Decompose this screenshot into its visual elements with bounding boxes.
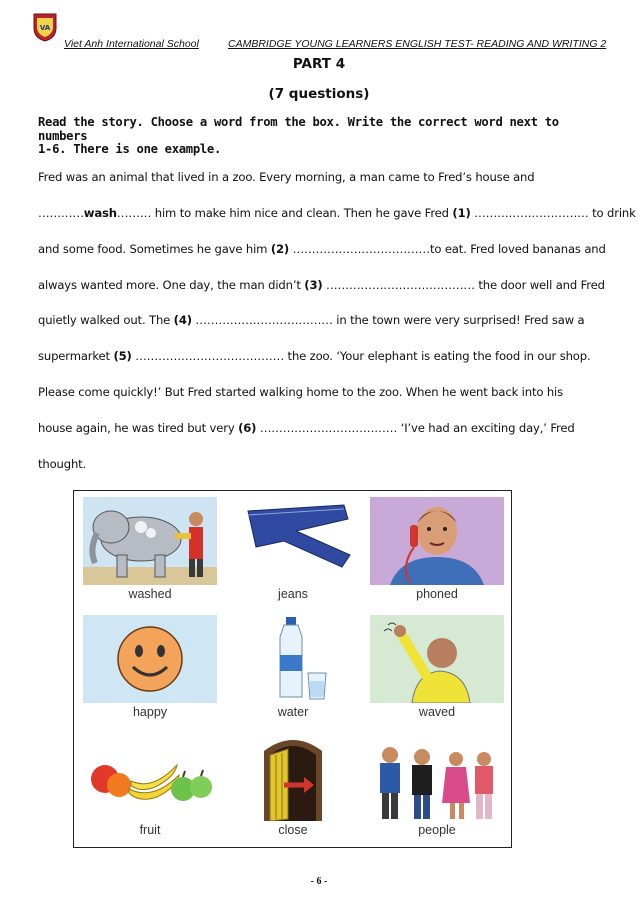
word-label: people [418, 823, 456, 837]
answer-blank-5: ………………………………… the zoo. ‘Your elephant is eating the food in our shop. [131, 349, 591, 363]
word-card-jeans [226, 497, 360, 607]
word-card-happy [83, 615, 217, 725]
answer-blank-2: ………………………………to eat. Fred loved bananas and [289, 242, 606, 256]
door-closing-icon [226, 733, 360, 821]
school-logo-icon [32, 12, 58, 42]
word-card-close [226, 733, 360, 843]
story-line-3: and some food. Sometimes he gave him (2) ………………………………to eat. Fred loved bananas and [38, 242, 606, 256]
question-5-number: (5) [113, 349, 132, 363]
logo-text: VA [39, 24, 51, 32]
example-answer: wash [83, 206, 117, 220]
boy-waving-icon [370, 615, 504, 703]
story-line-9: thought. [38, 457, 87, 471]
word-label: close [278, 823, 308, 837]
question-1-number: (1) [452, 206, 471, 220]
word-label: washed [128, 587, 172, 601]
word-label: water [277, 705, 309, 719]
word-card-waved [370, 615, 504, 725]
instruction-line-1: Read the story. Choose a word from the box. Write the correct word next to numbers [38, 115, 559, 143]
part-title: PART 4 [292, 56, 346, 72]
page-number: - 6 - [310, 876, 328, 887]
word-card-phoned [370, 497, 504, 607]
question-6-number: (6) [238, 421, 257, 435]
smiley-face-icon [83, 615, 217, 703]
story-line-1: Fred was an animal that lived in a zoo. Every morning, a man came to Fred’s house and [38, 170, 535, 184]
word-card-water [226, 615, 360, 725]
school-name: Viet Anh International School [64, 38, 199, 50]
water-bottle-icon [226, 615, 360, 703]
story-line-8: house again, he was tired but very (6) ……………………………… ‘I’ve had an exciting day,’ Fred [38, 421, 575, 435]
fruit-icon [83, 733, 217, 821]
question-2-number: (2) [270, 242, 290, 256]
instruction-line-2: 1-6. There is one example. [38, 142, 221, 156]
word-label: waved [418, 705, 456, 719]
people-group-icon [370, 733, 504, 821]
word-label: happy [132, 705, 168, 719]
answer-blank-6: ……………………………… ‘I’ve had an exciting day,’ Fred [256, 421, 575, 435]
question-4-number: (4) [173, 313, 192, 327]
jeans-icon [226, 497, 360, 585]
answer-blank-1: ………………………… to drink [470, 206, 636, 220]
word-label: phoned [416, 587, 458, 601]
answer-blank-4: ……………………………… in the town were very surprised! Fred saw a [191, 313, 585, 327]
question-3-number: (3) [304, 278, 323, 292]
story-line-4: always wanted more. One day, the man didn’t (3) ………………………………… the door well and Fred [38, 278, 605, 292]
word-card-fruit [83, 733, 217, 843]
question-count: (7 questions) [268, 86, 370, 102]
answer-blank-3: ………………………………… the door well and Fred [322, 278, 605, 292]
word-box [73, 490, 512, 848]
word-card-washed [83, 497, 217, 607]
word-label: jeans [278, 587, 308, 601]
man-phoning-icon [370, 497, 504, 585]
word-card-people [370, 733, 504, 843]
story-line-5: quietly walked out. The (4) ……………………………… in the town were very surprised! Fred saw a [38, 313, 585, 327]
test-title: CAMBRIDGE YOUNG LEARNERS ENGLISH TEST- READING AND WRITING 2 [228, 38, 607, 50]
word-label: fruit [139, 823, 161, 837]
elephant-washing-icon [83, 497, 217, 585]
story-line-6: supermarket (5) ………………………………… the zoo. ‘Your elephant is eating the food in our shop. [38, 349, 591, 363]
story-line-7: Please come quickly!’ But Fred started walking home to the zoo. When he went back into his [38, 385, 563, 399]
story-line-2: …………wash……… him to make him nice and clean. Then he gave Fred (1) ………………………… to drink [38, 206, 636, 220]
